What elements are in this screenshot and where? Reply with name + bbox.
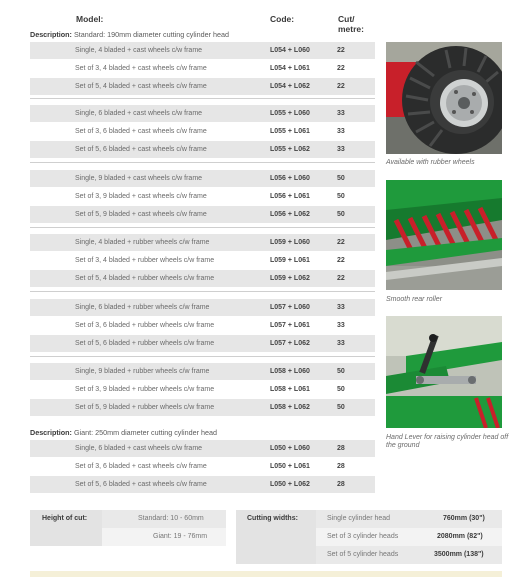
row-cut: 33 xyxy=(337,110,345,117)
row-code: L056 + L061 xyxy=(270,193,310,200)
row-description: Single, 6 bladed + rubber wheels c/w frame xyxy=(75,304,210,311)
row-cut: 28 xyxy=(337,481,345,488)
standard-description-label: Description: xyxy=(30,30,72,39)
group-divider xyxy=(30,291,375,292)
cutting-width-value: 2080mm (82") xyxy=(437,533,483,540)
row-description: Single, 6 bladed + cast wheels c/w frame xyxy=(75,445,203,452)
table-row xyxy=(30,170,375,187)
row-code: L054 + L062 xyxy=(270,83,310,90)
hand-lever-photo xyxy=(386,316,502,428)
group-divider xyxy=(30,162,375,163)
table-row xyxy=(30,317,375,334)
row-code: L059 + L061 xyxy=(270,257,310,264)
table-row xyxy=(30,123,375,140)
row-code: L058 + L061 xyxy=(270,386,310,393)
row-cut: 28 xyxy=(337,445,345,452)
standard-description xyxy=(30,30,229,39)
cutting-width-name: Set of 3 cylinder heads xyxy=(327,533,399,540)
row-description: Single, 9 bladed + rubber wheels c/w frame xyxy=(75,368,210,375)
row-code: L050 + L060 xyxy=(270,445,310,452)
group-divider xyxy=(30,227,375,228)
row-code: L055 + L061 xyxy=(270,128,310,135)
row-description: Set of 3, 6 bladed + rubber wheels c/w frame xyxy=(75,322,215,329)
row-description: Set of 3, 9 bladed + rubber wheels c/w frame xyxy=(75,386,215,393)
table-row xyxy=(30,458,375,475)
row-cut: 33 xyxy=(337,322,345,329)
row-description: Set of 5, 6 bladed + cast wheels c/w frame xyxy=(75,146,207,153)
cutting-width-value: 3500mm (138") xyxy=(434,551,484,558)
row-description: Set of 5, 9 bladed + rubber wheels c/w frame xyxy=(75,404,215,411)
row-code: L055 + L060 xyxy=(270,110,310,117)
cut-header-line1: Cut/ xyxy=(338,14,355,24)
row-cut: 22 xyxy=(337,83,345,90)
row-description: Set of 5, 6 bladed + cast wheels c/w frame xyxy=(75,481,207,488)
row-cut: 22 xyxy=(337,65,345,72)
table-row xyxy=(30,363,375,380)
row-cut: 22 xyxy=(337,257,345,264)
row-description: Set of 3, 9 bladed + cast wheels c/w frame xyxy=(75,193,207,200)
row-cut: 33 xyxy=(337,128,345,135)
row-cut: 33 xyxy=(337,304,345,311)
table-row xyxy=(30,42,375,59)
row-cut: 28 xyxy=(337,463,345,470)
row-description: Set of 5, 4 bladed + cast wheels c/w frame xyxy=(75,83,207,90)
giant-description xyxy=(30,428,217,437)
row-cut: 50 xyxy=(337,368,345,375)
row-cut: 22 xyxy=(337,239,345,246)
footer-band xyxy=(30,571,502,577)
cut-header-line2: metre: xyxy=(338,24,364,34)
table-row xyxy=(30,206,375,223)
row-description: Single, 4 bladed + rubber wheels c/w frame xyxy=(75,239,210,246)
cut-per-metre-header xyxy=(338,14,364,34)
giant-description-text: Giant: 250mm diameter cutting cylinder head xyxy=(73,428,217,437)
table-row xyxy=(30,60,375,77)
cutting-widths-label: Cutting widths: xyxy=(247,515,298,522)
row-description: Set of 3, 6 bladed + cast wheels c/w frame xyxy=(75,128,207,135)
row-code: L050 + L061 xyxy=(270,463,310,470)
row-cut: 50 xyxy=(337,404,345,411)
rubber-wheel-image xyxy=(386,42,502,154)
table-row xyxy=(30,399,375,416)
table-row xyxy=(30,299,375,316)
cutting-width-name: Single cylinder head xyxy=(327,515,391,522)
row-cut: 33 xyxy=(337,146,345,153)
code-header: Code: xyxy=(270,14,295,24)
table-row xyxy=(30,270,375,287)
row-description: Set of 5, 6 bladed + rubber wheels c/w frame xyxy=(75,340,215,347)
row-cut: 33 xyxy=(337,340,345,347)
row-code: L050 + L062 xyxy=(270,481,310,488)
table-row xyxy=(30,252,375,269)
row-description: Set of 3, 4 bladed + rubber wheels c/w frame xyxy=(75,257,215,264)
row-code: L058 + L062 xyxy=(270,404,310,411)
height-of-cut-giant: Giant: 19 - 76mm xyxy=(153,533,208,540)
row-code: L056 + L062 xyxy=(270,211,310,218)
row-description: Single, 6 bladed + cast wheels c/w frame xyxy=(75,110,203,117)
giant-description-label: Description: xyxy=(30,428,72,437)
rubber-wheel-photo xyxy=(386,42,502,154)
standard-description-text: Standard: 190mm diameter cutting cylinder head xyxy=(73,30,229,39)
row-description: Single, 9 bladed + cast wheels c/w frame xyxy=(75,175,203,182)
table-row xyxy=(30,440,375,457)
row-cut: 50 xyxy=(337,386,345,393)
cutting-width-name: Set of 5 cylinder heads xyxy=(327,551,399,558)
row-code: L055 + L062 xyxy=(270,146,310,153)
table-row xyxy=(30,234,375,251)
rubber-wheel-caption: Available with rubber wheels xyxy=(386,159,475,166)
table-row xyxy=(30,105,375,122)
row-code: L059 + L060 xyxy=(270,239,310,246)
height-of-cut-standard: Standard: 10 - 60mm xyxy=(138,515,204,522)
row-code: L057 + L060 xyxy=(270,304,310,311)
row-code: L057 + L061 xyxy=(270,322,310,329)
table-row xyxy=(30,476,375,493)
height-of-cut-label: Height of cut: xyxy=(42,515,88,522)
row-description: Set of 5, 9 bladed + cast wheels c/w frame xyxy=(75,211,207,218)
table-row xyxy=(30,381,375,398)
rear-roller-photo xyxy=(386,180,502,290)
row-cut: 22 xyxy=(337,47,345,54)
row-cut: 50 xyxy=(337,175,345,182)
hand-lever-image xyxy=(386,316,502,428)
model-header: Model: xyxy=(76,14,104,24)
row-cut: 22 xyxy=(337,275,345,282)
group-divider xyxy=(30,356,375,357)
row-description: Set of 3, 4 bladed + cast wheels c/w frame xyxy=(75,65,207,72)
table-row xyxy=(30,335,375,352)
row-code: L056 + L060 xyxy=(270,175,310,182)
hand-lever-caption: Hand Lever for raising cylinder head off the ground xyxy=(386,434,509,449)
group-divider xyxy=(30,98,375,99)
row-code: L057 + L062 xyxy=(270,340,310,347)
cutting-width-value: 760mm (30") xyxy=(443,515,485,522)
row-description: Set of 5, 4 bladed + rubber wheels c/w frame xyxy=(75,275,215,282)
table-row xyxy=(30,78,375,95)
rear-roller-caption: Smooth rear roller xyxy=(386,296,443,303)
row-description: Single, 4 bladed + cast wheels c/w frame xyxy=(75,47,203,54)
row-code: L054 + L061 xyxy=(270,65,310,72)
row-code: L054 + L060 xyxy=(270,47,310,54)
row-description: Set of 3, 6 bladed + cast wheels c/w frame xyxy=(75,463,207,470)
row-code: L058 + L060 xyxy=(270,368,310,375)
row-cut: 50 xyxy=(337,211,345,218)
table-row xyxy=(30,188,375,205)
row-cut: 50 xyxy=(337,193,345,200)
row-code: L059 + L062 xyxy=(270,275,310,282)
table-row xyxy=(30,141,375,158)
rear-roller-image xyxy=(386,180,502,290)
